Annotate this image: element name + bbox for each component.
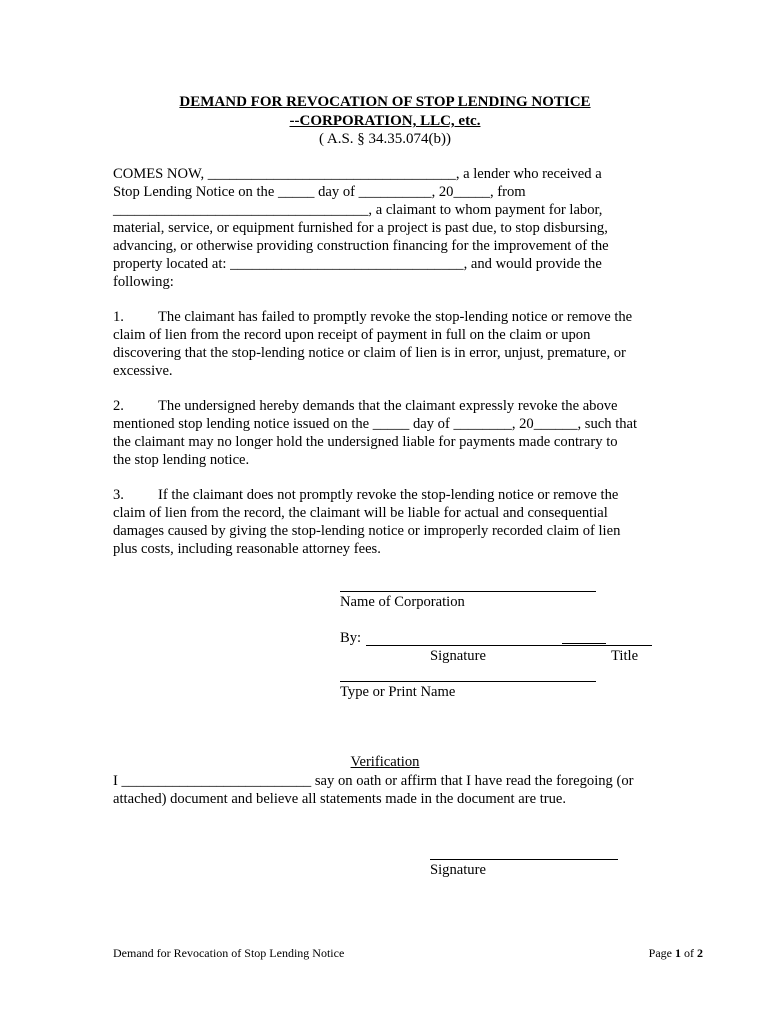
paragraph-line: claim of lien from the record upon receipt of payment in full on the claim or upon (113, 327, 591, 343)
paragraph-line: discovering that the stop-lending notice or claim of lien is in error, unjust, premature, or (113, 345, 626, 361)
document-title: DEMAND FOR REVOCATION OF STOP LENDING NOTICE (179, 94, 591, 110)
intro-line: Stop Lending Notice on the _____ day of __________, 20_____, from (113, 184, 526, 200)
page-current: 1 (675, 946, 681, 960)
paragraph-line: claim of lien from the record, the claimant will be liable for actual and consequential (113, 505, 608, 521)
paragraph-number: 2. (113, 398, 124, 414)
paragraph-line: plus costs, including reasonable attorney fees. (113, 541, 381, 557)
print-name-label: Type or Print Name (340, 684, 456, 700)
footer-document-name: Demand for Revocation of Stop Lending Notice (113, 946, 345, 960)
paragraph-2 (113, 397, 658, 469)
title-line-mark (562, 643, 606, 644)
paragraph-first-line: If the claimant does not promptly revoke the stop-lending notice or remove the (158, 487, 619, 503)
paragraph-3 (113, 486, 658, 558)
signature-title-line[interactable] (366, 645, 652, 646)
verification-line: attached) document and believe all statements made in the document are true. (113, 791, 567, 807)
paragraph-first-line: The undersigned hereby demands that the claimant expressly revoke the above (158, 398, 618, 414)
intro-line: COMES NOW, __________________________________, a lender who received a (113, 166, 602, 182)
intro-line: ___________________________________, a claimant to whom payment for labor, (113, 202, 603, 218)
page-prefix: Page (648, 946, 672, 960)
paragraph-line: damages caused by giving the stop-lending notice or improperly recorded claim of lien (113, 523, 621, 539)
paragraph-number: 3. (113, 487, 124, 503)
document-subtitle: --CORPORATION, LLC, etc. (289, 113, 481, 129)
paragraph-1 (113, 308, 658, 380)
page-indicator (649, 946, 703, 961)
paragraph-line: the stop lending notice. (113, 452, 250, 468)
verification-heading: Verification (350, 754, 420, 770)
paragraph-first-line: The claimant has failed to promptly revoke the stop-lending notice or remove the (158, 309, 633, 325)
verification-line: I __________________________ say on oath or affirm that I have read the foregoing (or (113, 773, 634, 789)
verification-signature-label: Signature (430, 862, 486, 878)
paragraph-line: mentioned stop lending notice issued on the _____ day of ________, 20______, such that (113, 416, 638, 432)
statute-citation: ( A.S. § 34.35.074(b)) (318, 131, 452, 147)
paragraph-line: the claimant may no longer hold the undersigned liable for payments made contrary to (113, 434, 618, 450)
intro-line: property located at: ________________________________, and would provide the (113, 256, 602, 272)
paragraph-number: 1. (113, 309, 124, 325)
print-name-line[interactable] (340, 681, 596, 682)
verification-statement (113, 772, 658, 808)
intro-line: advancing, or otherwise providing construction financing for the improvement of the (113, 238, 609, 254)
page-of: of (684, 946, 694, 960)
by-label: By: (340, 630, 362, 646)
corporation-name-label: Name of Corporation (340, 594, 465, 610)
paragraph-line: excessive. (113, 363, 173, 379)
intro-paragraph (113, 165, 658, 291)
verification-signature-line[interactable] (430, 859, 618, 860)
page-total: 2 (697, 946, 703, 960)
intro-line: following: (113, 274, 174, 290)
signature-label: Signature (430, 648, 486, 664)
title-label: Title (611, 648, 639, 664)
intro-line: material, service, or equipment furnished for a project is past due, to stop disbursing, (113, 220, 608, 236)
corporation-name-line[interactable] (340, 591, 596, 592)
